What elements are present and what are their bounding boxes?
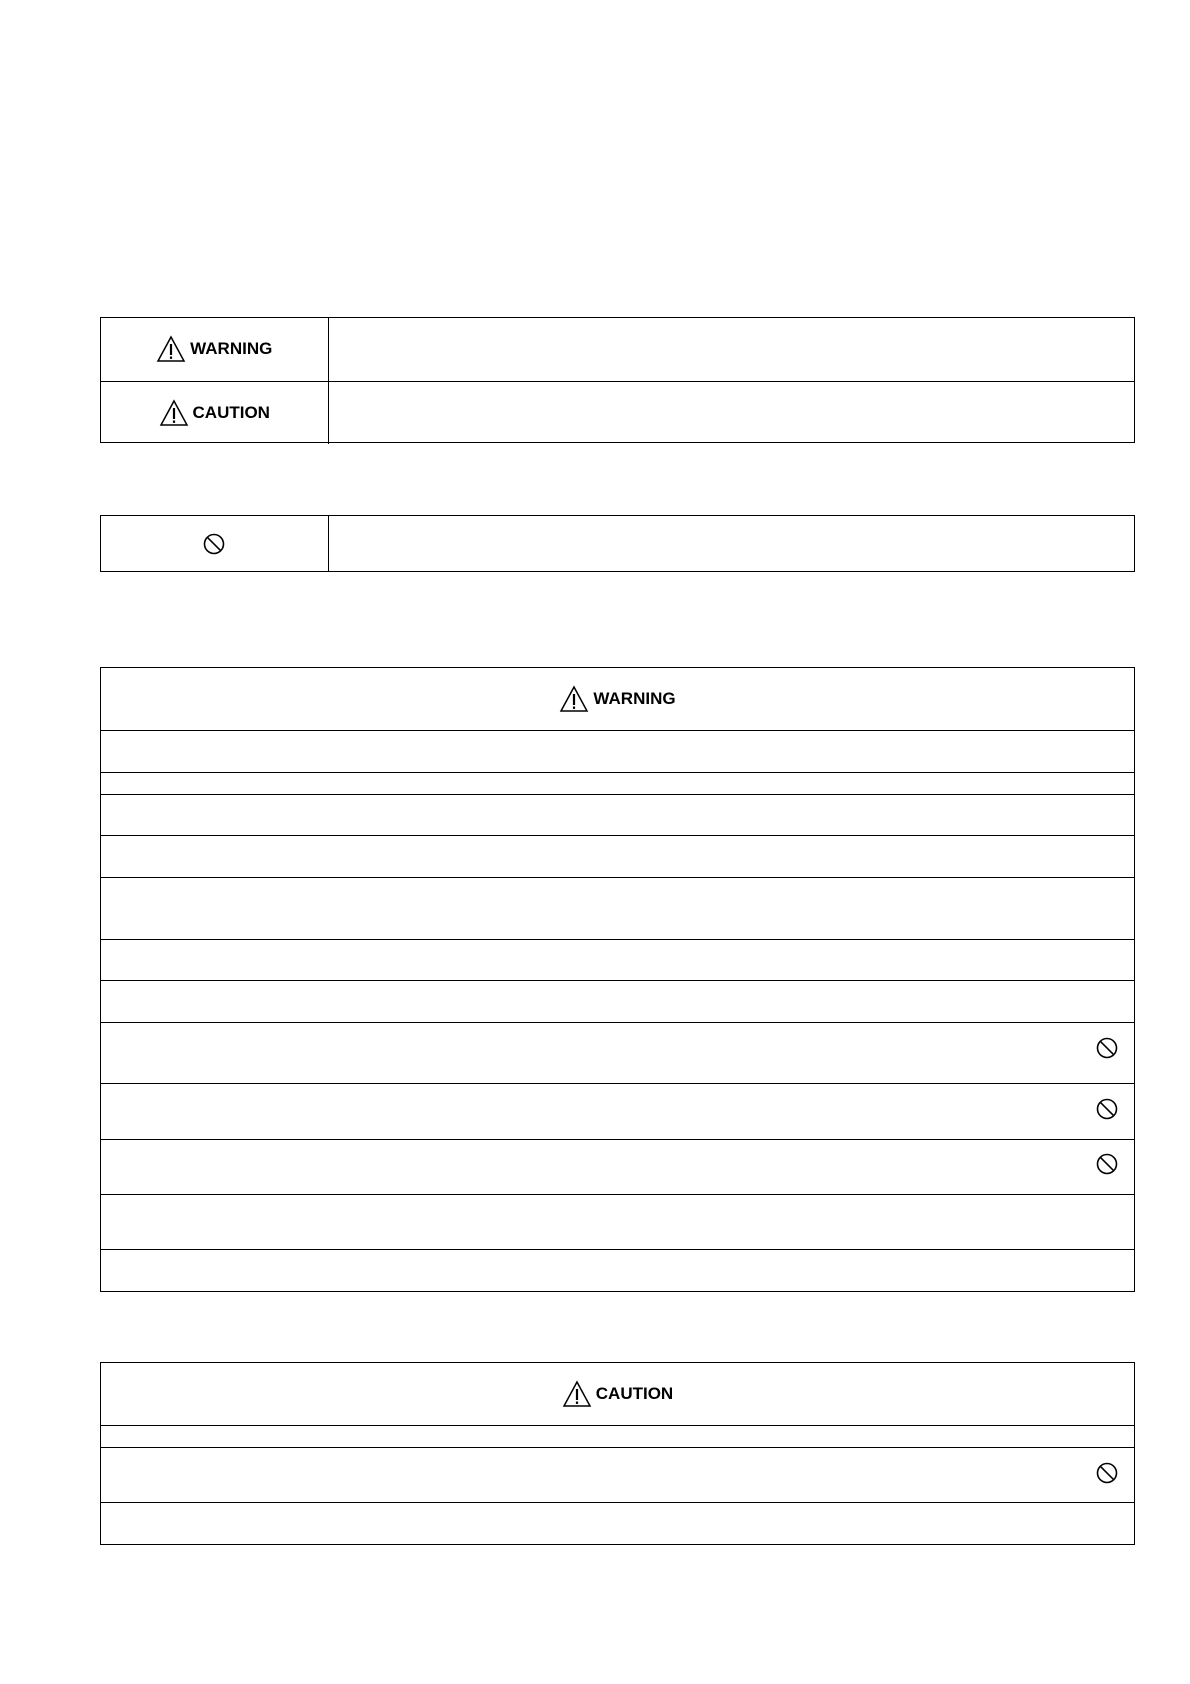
table-row xyxy=(101,772,1134,794)
warning-triangle-icon xyxy=(559,685,589,713)
table-row xyxy=(101,1447,1134,1502)
prohibited-icon xyxy=(1096,1153,1118,1175)
legend-warning-description xyxy=(328,318,1134,381)
table-row xyxy=(101,980,1134,1022)
table-row xyxy=(101,835,1134,877)
table-row xyxy=(101,1425,1134,1447)
table-row xyxy=(101,877,1134,939)
legend-caution-description xyxy=(328,381,1134,444)
warning-triangle-icon xyxy=(562,1380,592,1408)
legend-warning-label: WARNING xyxy=(190,339,273,359)
table-row xyxy=(101,1139,1134,1194)
legend-prohibited-description xyxy=(328,516,1134,571)
warning-table-header xyxy=(101,668,1134,730)
table-row xyxy=(101,730,1134,772)
caution-table-header xyxy=(101,1363,1134,1425)
warning-table-title: WARNING xyxy=(593,688,676,708)
prohibited-icon xyxy=(1096,1462,1118,1484)
prohibited-icon xyxy=(1096,1037,1118,1059)
legend-caution-label: CAUTION xyxy=(192,402,270,422)
table-row xyxy=(101,794,1134,835)
legend-severity-table xyxy=(100,317,1135,443)
table-row xyxy=(101,1502,1134,1546)
legend-warning-cell xyxy=(101,318,328,381)
prohibited-icon xyxy=(1096,1098,1118,1120)
legend-symbol-table xyxy=(100,515,1135,572)
table-row xyxy=(101,1194,1134,1249)
prohibited-icon xyxy=(203,533,225,555)
warning-table xyxy=(100,667,1135,1292)
table-row xyxy=(101,1249,1134,1292)
table-row xyxy=(101,939,1134,980)
warning-triangle-icon xyxy=(159,399,189,427)
table-row xyxy=(101,1022,1134,1083)
caution-table-title: CAUTION xyxy=(595,1383,674,1403)
legend-caution-cell xyxy=(101,381,328,444)
caution-table xyxy=(100,1362,1135,1545)
warning-triangle-icon xyxy=(156,335,186,363)
table-row xyxy=(101,1083,1134,1139)
legend-prohibited-cell xyxy=(101,516,328,571)
